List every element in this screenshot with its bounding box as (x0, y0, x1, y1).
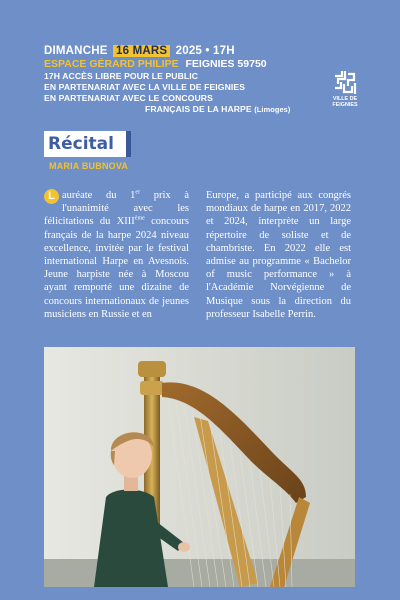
event-day: DIMANCHE (44, 45, 108, 57)
performer-photo (44, 347, 355, 587)
event-header (44, 44, 324, 115)
info-contest-name: FRANÇAIS DE LA HARPE (145, 104, 252, 114)
event-venue: ESPACE GÉRARD PHILIPE (44, 58, 179, 70)
bio-column-right (206, 189, 351, 321)
info-contest-place: (Limoges) (254, 105, 291, 114)
logo-line-1: VILLE DE (332, 96, 358, 102)
bio-dropcap: L (44, 189, 59, 204)
bio-column-left (44, 189, 189, 321)
info-line-access: 17H ACCÈS LIBRE POUR LE PUBLIC (44, 71, 199, 81)
event-venue-line (44, 58, 324, 71)
bio-sup-2: ème (134, 215, 145, 222)
event-year-time: 2025 • 17H (175, 45, 235, 57)
harpist-photo-illustration (44, 347, 355, 587)
logo-line-2: FEIGNIES (332, 102, 358, 108)
info-line-partner-contest: EN PARTENARIAT AVEC LE CONCOURS (44, 93, 213, 103)
performer-name: MARIA BUBNOVA (49, 161, 129, 171)
bio-left-b: prix à l'unanimité avec les félicitations du XIII (44, 190, 189, 228)
info-line-contest-name (44, 104, 324, 115)
bio-left-a: auréate du 1 (62, 190, 136, 201)
feignies-emblem-icon (332, 68, 358, 96)
bio-paragraph-left (44, 189, 189, 321)
bio-left-c: concours français de la harpe 2024 niveau excellence, invitée par le festival international Harpe en Avesnois. Jeune harpiste née à Moscou ayant remporté une dizaine de concours internationaux de jeunes musiciens en Russie et en (44, 216, 190, 320)
recital-bar-accent (126, 131, 131, 157)
bio-paragraph-right: Europe, a participé aux congrés mondiaux de harpe en 2017, 2022 et 2024, interprète un large répertoire de soliste et de chambriste. En 2022 elle est admise au programme « Bachelor of music performance » à l'Académie Norvégienne de Musique sous la direction du professeur Isabelle Perrin. (206, 190, 351, 320)
info-line-partner-city: EN PARTENARIAT AVEC LA VILLE DE FEIGNIES (44, 82, 246, 92)
bio-sup-1: er (135, 189, 141, 196)
event-city: FEIGNIES 59750 (185, 58, 267, 70)
recital-title: Récital (48, 134, 114, 154)
event-date-badge: 16 MARS (113, 45, 170, 57)
event-date-line (44, 44, 324, 58)
recital-title-bar (44, 131, 131, 157)
ville-de-feignies-logo (327, 68, 363, 108)
